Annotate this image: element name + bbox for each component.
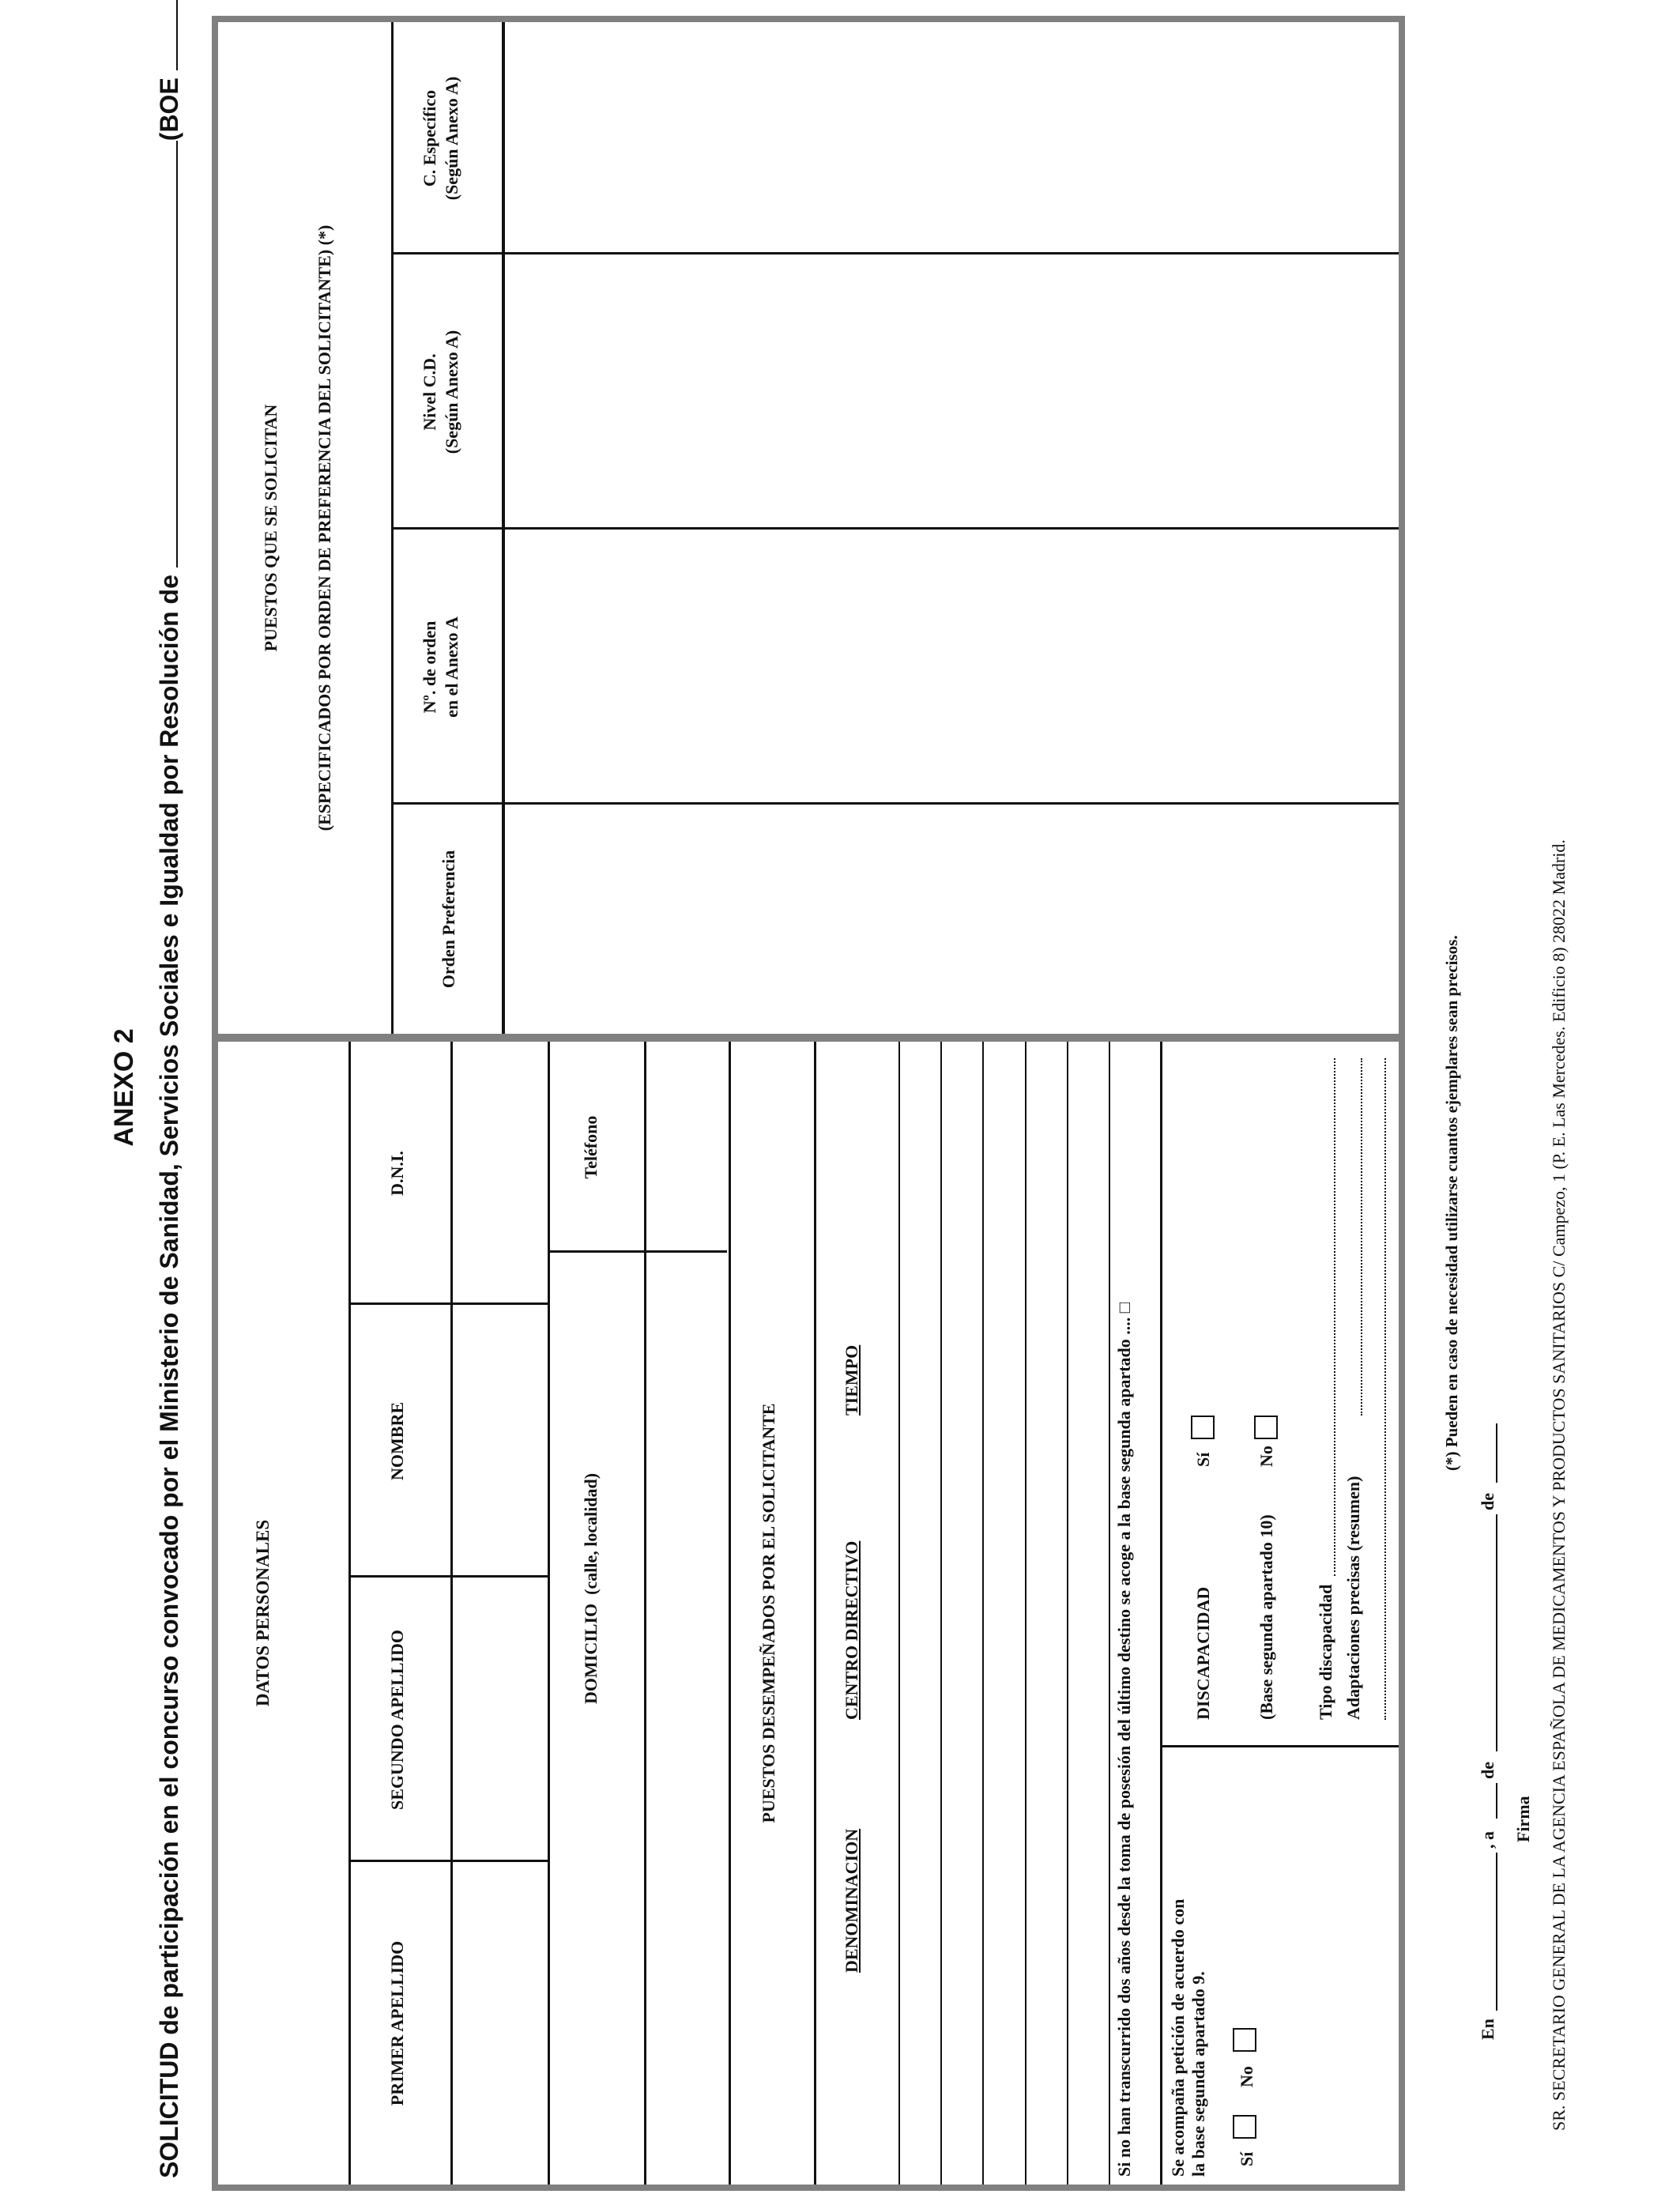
domicilio-label bbox=[581, 1473, 601, 1704]
col-nivel-cd bbox=[419, 254, 463, 530]
tipo-discapacidad-label: Tipo discapacidad bbox=[1316, 1584, 1335, 1720]
puestos-solicitan-label: PUESTOS QUE SE SOLICITAN bbox=[261, 404, 281, 652]
annex-heading: ANEXO 2 bbox=[109, 1028, 139, 1147]
signature-en: En bbox=[1478, 2019, 1497, 2040]
rule bbox=[348, 1042, 351, 2185]
rule bbox=[450, 1042, 453, 2185]
petition-line2: la base segunda apartado 9. bbox=[1188, 1971, 1208, 2177]
disability-base: (Base segunda apartado 10) bbox=[1256, 1514, 1276, 1720]
petition-line1: Se acompaña petición de acuerdo con bbox=[1168, 1898, 1188, 2177]
rule bbox=[644, 1042, 646, 2185]
two-years-note: Si no han transcurrido dos años desde la toma de posesión del último destino se acoge a la base segunda apartado .... □ bbox=[1114, 1302, 1134, 2177]
discapacidad-label: DISCAPACIDAD bbox=[1193, 1586, 1213, 1720]
rule bbox=[898, 1042, 900, 2185]
signature-de2: de bbox=[1478, 1493, 1497, 1510]
rule bbox=[940, 1042, 942, 2185]
disability-no-checkbox[interactable] bbox=[1254, 1416, 1278, 1439]
petition-text bbox=[1168, 1899, 1209, 2177]
form-title bbox=[154, 13, 185, 2178]
col-centro-directivo: CENTRO DIRECTIVO bbox=[842, 1540, 861, 1720]
footnote: (*) Pueden en caso de necesidad utilizarse cuantos ejemplares sean precisos. bbox=[1442, 935, 1461, 1471]
col-denominacion: DENOMINACION bbox=[842, 1828, 861, 1973]
col-c-especifico-line1: C. Específico bbox=[420, 89, 439, 187]
title-lead: SOLICITUD bbox=[155, 2041, 183, 2178]
signature-year-field[interactable] bbox=[1496, 1423, 1497, 1483]
petition-yes-label: Sí bbox=[1237, 2151, 1256, 2166]
signature-firma: Firma bbox=[1513, 1796, 1533, 1842]
domicilio-hint: (calle, localidad) bbox=[581, 1472, 601, 1595]
rule bbox=[348, 1860, 548, 1862]
signature-de1: de bbox=[1478, 1762, 1497, 1779]
rule bbox=[548, 1250, 727, 1253]
col-c-especifico bbox=[419, 22, 463, 254]
signature-place-field[interactable] bbox=[1496, 1853, 1497, 2011]
datos-personales-label: DATOS PERSONALES bbox=[253, 1519, 273, 1707]
rule bbox=[1109, 1042, 1110, 2185]
disability-yes-checkbox[interactable] bbox=[1191, 1416, 1215, 1439]
rule bbox=[1025, 1042, 1026, 2185]
rule bbox=[391, 252, 1399, 254]
footer-address: SR. SECRETARIO GENERAL DE LA AGENCIA ESPAÑOLA DE MEDICAMENTOS Y PRODUCTOS SANITARIOS C/ Campezo, 1 (P. E. Las Mercedes. Edificio 8) 28022 Madrid. bbox=[1549, 839, 1569, 2131]
form-divider bbox=[212, 1034, 1405, 1042]
col-num-orden-line2: en el Anexo A bbox=[442, 616, 461, 718]
col-nombre: NOMBRE bbox=[387, 1402, 407, 1480]
disability-yes-label: Sí bbox=[1193, 1452, 1213, 1467]
rule bbox=[348, 1302, 548, 1305]
col-nivel-cd-line1: Nivel C.D. bbox=[420, 353, 439, 431]
rule bbox=[982, 1042, 984, 2185]
adaptaciones-field[interactable] bbox=[1361, 1058, 1362, 1416]
rule bbox=[1160, 1042, 1162, 2185]
disability-no-label: No bbox=[1256, 1446, 1276, 1467]
domicilio-text: DOMICILIO bbox=[581, 1603, 601, 1704]
signature-a: , a bbox=[1478, 1831, 1497, 1849]
puestos-solicitan-sub: (ESPECIFICADOS POR ORDEN DE PREFERENCIA DEL SOLICITANTE) (*) bbox=[315, 224, 334, 831]
col-nivel-cd-line2: (Según Anexo A) bbox=[442, 330, 461, 454]
boe-number-blank[interactable] bbox=[157, 0, 178, 70]
rule bbox=[348, 1575, 548, 1578]
signature-month-field[interactable] bbox=[1496, 1514, 1497, 1751]
col-tiempo: TIEMPO bbox=[842, 1344, 861, 1416]
signature-day-field[interactable] bbox=[1496, 1783, 1497, 1819]
boe-open: (BOE bbox=[155, 70, 183, 141]
rule bbox=[1067, 1042, 1068, 2185]
resolution-date-blank[interactable] bbox=[157, 141, 178, 567]
col-primer-apellido: PRIMER APELLIDO bbox=[387, 1940, 407, 2106]
col-c-especifico-line2: (Según Anexo A) bbox=[442, 76, 461, 201]
col-num-orden-line1: Nº. de orden bbox=[420, 620, 439, 714]
petition-no-label: No bbox=[1237, 2066, 1256, 2087]
adaptaciones-label: Adaptaciones precisas (resumen) bbox=[1343, 1476, 1363, 1720]
title-text: de participación en el concurso convocado por el Ministerio de Sanidad, Servicios Sociales e Igualdad por Resolución de bbox=[155, 567, 183, 2042]
col-num-orden bbox=[419, 530, 463, 805]
col-dni: D.N.I. bbox=[387, 1151, 407, 1196]
rule bbox=[729, 1042, 731, 2185]
rule bbox=[548, 1042, 550, 2185]
rule bbox=[391, 527, 1399, 530]
col-orden-preferencia: Orden Preferencia bbox=[439, 850, 458, 989]
rule bbox=[391, 802, 1399, 805]
rule bbox=[1162, 1745, 1399, 1747]
petition-yes-checkbox[interactable] bbox=[1233, 2115, 1256, 2139]
petition-no-checkbox[interactable] bbox=[1233, 2028, 1256, 2052]
tipo-discapacidad-field[interactable] bbox=[1334, 1058, 1335, 1576]
col-segundo-apellido: SEGUNDO APELLIDO bbox=[387, 1630, 407, 1810]
puestos-desempenados-label: PUESTOS DESEMPEÑADOS POR EL SOLICITANTE bbox=[759, 1403, 778, 1823]
telefono-label: Teléfono bbox=[581, 1115, 601, 1179]
adaptaciones-field-extra[interactable] bbox=[1384, 1058, 1386, 1720]
rule bbox=[814, 1042, 816, 2185]
